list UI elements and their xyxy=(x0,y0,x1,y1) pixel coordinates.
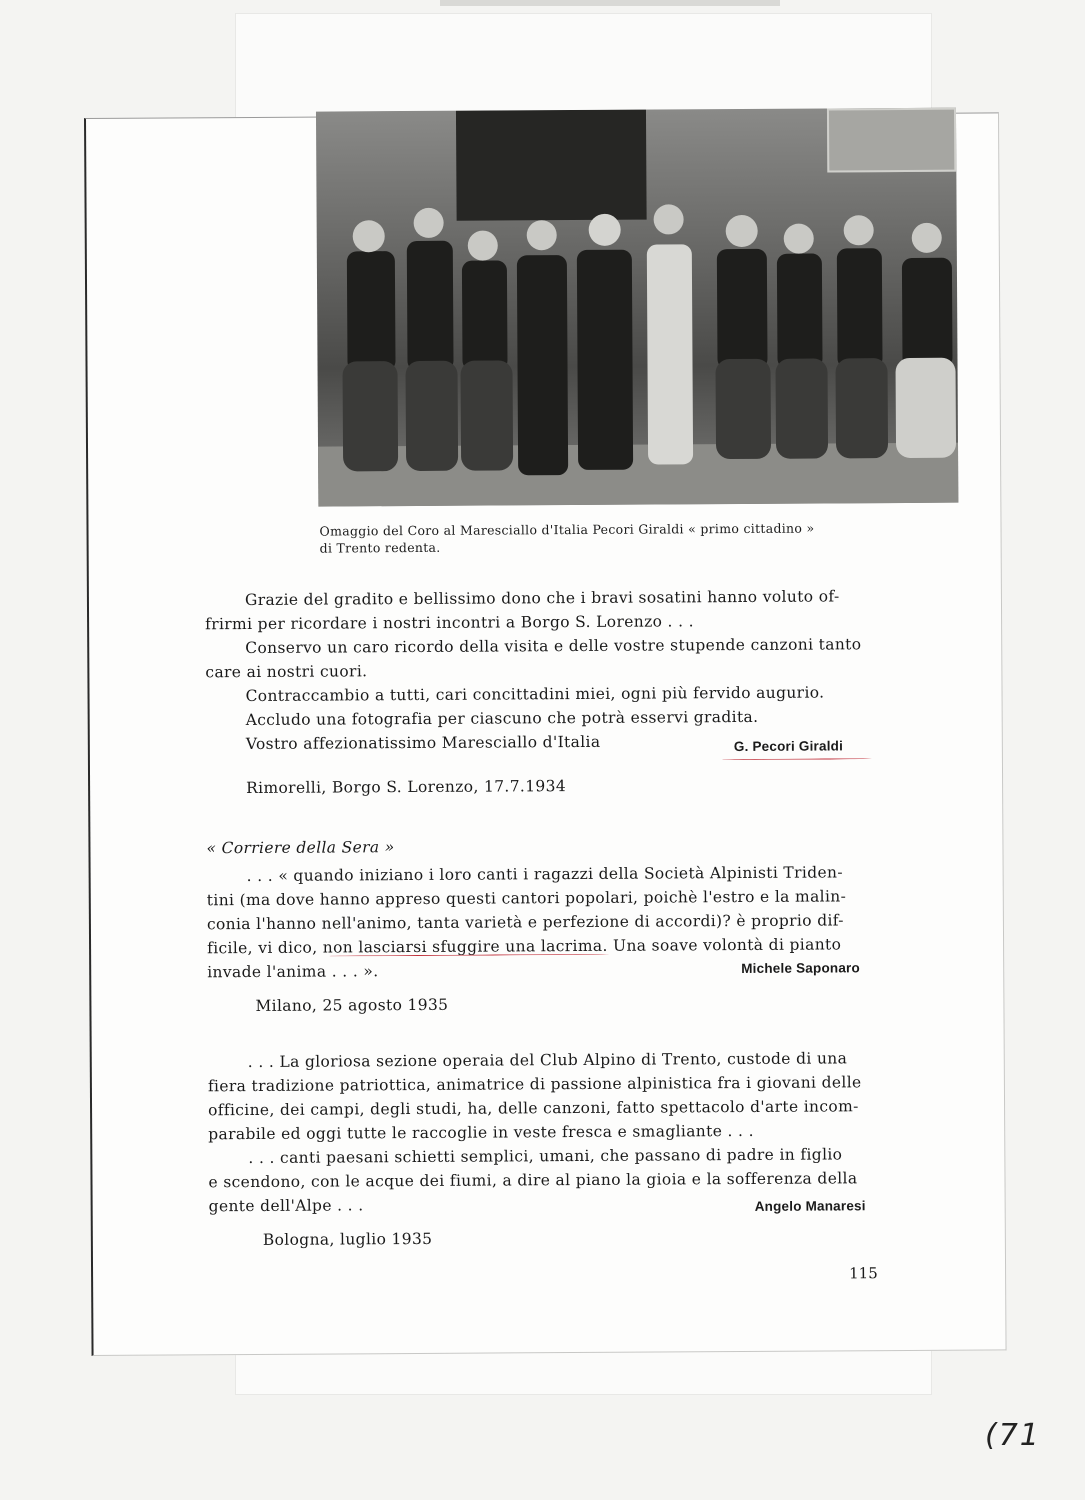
group-photograph xyxy=(316,108,958,507)
photo-caption xyxy=(319,519,879,556)
letter-line: Vostro affezionatissimo Maresciallo d'Italia xyxy=(245,732,601,754)
corriere-text: ficile, vi dico, no xyxy=(207,938,343,958)
signature-pecori-giraldi: G. Pecori Giraldi xyxy=(733,738,844,755)
letter-line: Conservo un caro ricordo della visita e delle vostre stupende canzoni tanto xyxy=(245,635,862,658)
handwritten-note: (71 xyxy=(985,1418,1041,1453)
corriere-line: invade l'anima . . . ». xyxy=(207,962,379,982)
letter-line: Grazie del gradito e bellissimo dono che i bravi sosatini hanno voluto of- xyxy=(244,587,840,610)
letter-line: Contraccambio a tutti, cari concittadini miei, ogni più fervido augurio. xyxy=(245,683,825,706)
club-place-date: Bologna, luglio 1935 xyxy=(262,1229,433,1249)
club-line: e scendono, con le acque dei fiumi, a dire al piano la gioia e la sofferenza della xyxy=(208,1169,858,1192)
top-paper-edge xyxy=(440,0,780,6)
underlined-phrase: n lasciarsi sfuggire una lacrima xyxy=(342,936,603,957)
choir-figures xyxy=(316,108,958,507)
book-page xyxy=(84,112,1007,1356)
club-line: . . . canti paesani schietti semplici, umani, che passano di padre in figlio xyxy=(248,1145,843,1168)
corriere-place-date: Milano, 25 agosto 1935 xyxy=(255,995,449,1015)
club-line: officine, dei campi, degli studi, ha, delle canzoni, fatto spettacolo d'arte incom- xyxy=(208,1097,859,1120)
club-line: . . . La gloriosa sezione operaia del Club Alpino di Trento, custode di una xyxy=(247,1049,848,1072)
club-line: gente dell'Alpe . . . xyxy=(208,1196,364,1216)
page-number: 115 xyxy=(849,1264,878,1283)
source-corriere-della-sera: « Corriere della Sera » xyxy=(206,838,395,858)
letter-place-date: Rimorelli, Borgo S. Lorenzo, 17.7.1934 xyxy=(246,777,567,798)
letter-line: frirmi per ricordare i nostri incontri a Borgo S. Lorenzo . . . xyxy=(205,612,694,634)
club-line: fiera tradizione patriottica, animatrice di passione alpinistica fra i giovani delle xyxy=(207,1073,862,1096)
caption-line: Omaggio del Coro al Maresciallo d'Italia Pecori Giraldi « primo cittadino » xyxy=(319,520,815,539)
club-line: parabile ed oggi tutte le raccoglie in veste fresca e smagliante . . . xyxy=(208,1121,754,1144)
caption-line: di Trento redenta. xyxy=(319,539,441,556)
club-paragraph xyxy=(207,1046,969,1218)
corriere-text: . Una soave volontà di pianto xyxy=(602,935,842,955)
signature-angelo-manaresi: Angelo Manaresi xyxy=(754,1198,866,1214)
letter-paragraph xyxy=(205,584,966,756)
letter-line: Accludo una fotografia per ciascuno che potrà esservi gradita. xyxy=(245,707,759,730)
letter-line: care ai nostri cuori. xyxy=(205,662,368,682)
corriere-line: . . . « quando iniziano i loro canti i ragazzi della Società Alpinisti Triden- xyxy=(246,863,843,886)
signature-michele-saponaro: Michele Saponaro xyxy=(741,960,860,977)
corriere-line: tini (ma dove hanno appreso questi cantori popolari, poichè l'estro e la malin- xyxy=(206,887,847,910)
red-underline xyxy=(722,758,872,760)
corriere-line: conia l'hanno nell'animo, tanta varietà e perfezione di accordi)? è proprio dif- xyxy=(206,911,844,934)
